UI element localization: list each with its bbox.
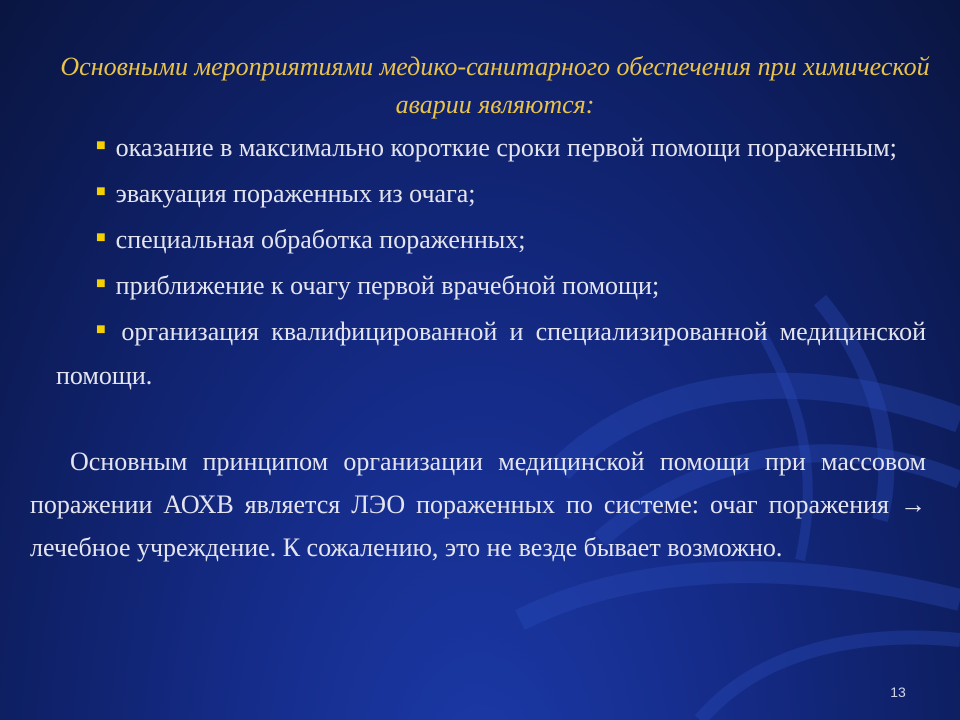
square-bullet-icon: ■ [96,229,106,246]
list-item [56,312,926,396]
list-item [56,220,926,264]
bullet-list [56,128,926,398]
square-bullet-icon: ■ [96,137,106,154]
list-item-text: эвакуация пораженных из очага; [115,179,476,208]
list-item-text: организация квалифицированной и специализированной медицинской помощи. [56,317,926,390]
square-bullet-icon: ■ [96,183,106,200]
list-item [56,128,926,172]
slide-title: Основными мероприятиями медико-санитарного обеспечения при химической аварии являются: [60,52,930,119]
square-bullet-icon: ■ [96,321,112,338]
principle-paragraph: Основным принципом организации медицинской помощи при массовом поражении АОХВ является ЛЭО пораженных по системе: очаг поражения → лечебное учреждение. К сожалению, это не везде бывает возможно. [30,447,926,562]
list-item [56,266,926,310]
list-item-text: приближение к очагу первой врачебной помощи; [115,271,660,300]
list-item [56,174,926,218]
square-bullet-icon: ■ [96,275,106,292]
list-item-text: специальная обработка пораженных; [115,225,526,254]
page-number: 13 [890,684,906,700]
list-item-text: оказание в максимально короткие сроки первой помощи пораженным; [115,133,897,162]
